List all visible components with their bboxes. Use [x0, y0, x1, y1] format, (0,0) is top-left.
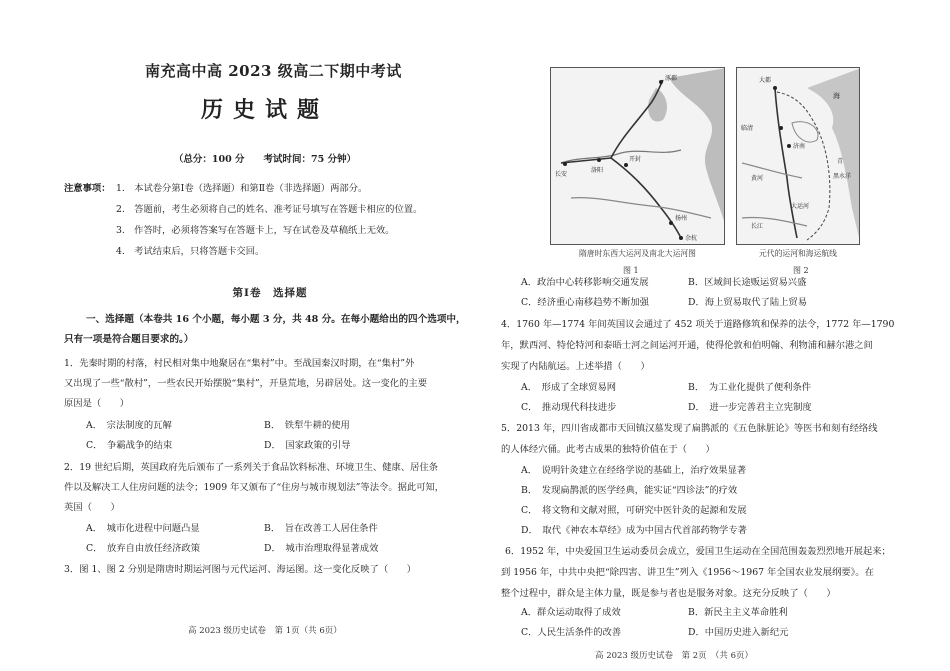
question-6-option-a[interactable]: A．群众运动取得了成效	[521, 607, 621, 618]
map2-caption: 元代的运河和海运航线	[759, 249, 837, 258]
page-footer: 高 2023 级历史试卷 第 2页 （共 6页）	[595, 651, 754, 661]
question-6-line: 整个过程中，群众是主体力量，既是参与者也是服务对象。这充分反映了（ ）	[501, 588, 836, 599]
map-sui-tang-canals	[550, 67, 725, 245]
question-4-option-a[interactable]: A． 形成了全球贸易网	[521, 382, 617, 393]
instructions-line: 一、选择题（本卷共 16 个小题，每小题 3 分，共 48 分。在每小题给出的四个选项中，	[86, 314, 466, 325]
question-1-option-c[interactable]: C． 争霸战争的结束	[86, 440, 173, 451]
question-2-line: 2．19 世纪后期，英国政府先后颁布了一系列关于食品饮料标准、环境卫生、健康、居住条	[64, 462, 438, 473]
subject-title: 历史试题	[200, 97, 329, 123]
map1-label: 洛阳	[591, 167, 604, 174]
question-2-option-d[interactable]: D． 城市治理取得显著成效	[264, 543, 379, 554]
map2-label: 大运河	[791, 203, 810, 210]
figure-1-label: 图 1	[623, 266, 639, 275]
question-5-option-c[interactable]: C． 将文物和文献对照，可研究中医针灸的起源和发展	[521, 505, 747, 516]
notice-item: 4. 考试结束后，只将答题卡交回。	[116, 246, 265, 257]
figure-2-label: 图 2	[793, 266, 809, 275]
notice-item: 1. 本试卷分第Ⅰ卷（选择题）和第Ⅱ卷（非选择题）两部分。	[116, 183, 368, 194]
question-2-option-a[interactable]: A． 城市化进程中问题凸显	[86, 523, 200, 534]
question-3-option-c[interactable]: C．经济重心南移趋势不断加强	[521, 297, 649, 308]
question-5-line: 的人体经穴俑。此考古成果的独特价值在于（ ）	[501, 444, 715, 455]
map2-label: 临清	[741, 125, 754, 132]
notice-label: 注意事项：	[64, 183, 111, 194]
question-2-line: 件以及解决工人住房问题的法令；1909 年又颁布了“住房与城市规划法”等法令。据此可知，	[64, 482, 445, 493]
right-page	[475, 0, 950, 671]
section-title: 第Ⅰ卷 选择题	[232, 287, 308, 299]
question-3-option-a[interactable]: A．政治中心转移影响交通发展	[521, 277, 649, 288]
question-4-option-c[interactable]: C． 推动现代科技进步	[521, 402, 617, 413]
map2-label: 济南	[793, 143, 806, 150]
question-1-line: 又出现了一些“散村”，一些农民开始摆脱“集村”，开垦荒地，另辟居处。这一变化的主要	[64, 378, 427, 389]
map-sui-tang-drawing	[551, 68, 725, 245]
score-time-line: （总分：100 分 考试时间：75 分钟）	[173, 154, 357, 165]
question-4-line: 年，默西河、特伦特河和泰晤士河之间运河开通，使得伦敦和伯明翰、利物浦和赫尔港之间	[501, 340, 873, 351]
notice-item: 2. 答题前，考生必须将自己的姓名、准考证号填写在答题卡相应的位置。	[116, 204, 423, 215]
map1-label: 涿郡	[665, 75, 678, 82]
question-4-option-b[interactable]: B． 为工业化提供了便利条件	[688, 382, 812, 393]
question-5-line: 5．2013 年，四川省成都市天回镇汉墓发现了扁鹊派的《五色脉脏论》等医书和刻有经络线	[501, 423, 878, 434]
map2-label: 黑水洋	[833, 173, 852, 180]
question-5-option-a[interactable]: A． 说明针灸建立在经络学说的基础上，治疗效果显著	[521, 465, 747, 476]
map2-label: 大都	[759, 77, 772, 84]
map2-label: 青	[837, 158, 844, 165]
question-4-option-d[interactable]: D． 进一步完善君主立宪制度	[688, 402, 812, 413]
question-6-option-d[interactable]: D．中国历史进入新纪元	[688, 627, 789, 638]
page-footer: 高 2023 级历史试卷 第 1页（共 6页）	[188, 626, 342, 636]
map1-label: 扬州	[675, 215, 688, 222]
question-1-line: 原因是（ ）	[64, 398, 130, 409]
instructions-line: 只有一项是符合题目要求的。）	[64, 334, 194, 345]
question-3-option-d[interactable]: D．海上贸易取代了陆上贸易	[688, 297, 808, 308]
question-1-option-a[interactable]: A． 宗法制度的瓦解	[86, 420, 172, 431]
map1-caption: 隋唐时东西大运河及南北大运河图	[579, 249, 696, 258]
map1-label: 开封	[629, 156, 642, 163]
map-yuan-canal-sea	[736, 67, 860, 245]
question-4-line: 4．1760 年—1774 年间英国议会通过了 452 项关于道路修筑和保养的法令，1772 年—1790	[501, 319, 895, 330]
question-1-option-d[interactable]: D． 国家政策的引导	[264, 440, 351, 451]
question-1-option-b[interactable]: B． 铁犁牛耕的使用	[264, 420, 350, 431]
question-2-option-c[interactable]: C． 放弃自由放任经济政策	[86, 543, 201, 554]
map2-label: 黄河	[751, 175, 764, 182]
question-3-line: 3．图 1、图 2 分别是隋唐时期运河图与元代运河、海运图。这一变化反映了（ ）	[64, 564, 417, 575]
map2-label: 海	[833, 92, 840, 100]
question-6-line: 到 1956 年，中共中央把“除四害、讲卫生”列入《1956～1967 年全国农业发展纲要》。在	[501, 567, 874, 578]
question-1-line: 1．先秦时期的村落，村民相对集中地聚居在“集村”中。至战国秦汉时期，在“集村”外	[64, 358, 415, 369]
question-6-option-b[interactable]: B．新民主主义革命胜利	[688, 607, 788, 618]
notice-item: 3. 作答时，必须将答案写在答题卡上，写在试卷及草稿纸上无效。	[116, 225, 395, 236]
map2-label: 长江	[751, 223, 764, 230]
exam-title: 南充高中高 2023 级高二下期中考试	[145, 62, 402, 80]
map1-label: 余杭	[685, 235, 698, 242]
question-2-option-b[interactable]: B． 旨在改善工人居住条件	[264, 523, 378, 534]
question-5-option-d[interactable]: D． 取代《神农本草经》成为中国古代首部药物学专著	[521, 525, 747, 536]
question-3-option-b[interactable]: B．区域间长途贩运贸易兴盛	[688, 277, 807, 288]
question-6-option-c[interactable]: C．人民生活条件的改善	[521, 627, 622, 638]
question-5-option-b[interactable]: B． 发现扁鹊派的医学经典，能实证“四诊法”的疗效	[521, 485, 738, 496]
question-6-line: 6．1952 年，中央爱国卫生运动委员会成立，爱国卫生运动在全国范围轰轰烈烈地开展起来；	[505, 546, 891, 557]
question-2-line: 英国（ ）	[64, 502, 120, 513]
question-4-line: 实现了内陆航运。上述举措（ ）	[501, 361, 650, 372]
map1-label: 长安	[555, 171, 568, 178]
map-yuan-drawing	[737, 68, 860, 245]
